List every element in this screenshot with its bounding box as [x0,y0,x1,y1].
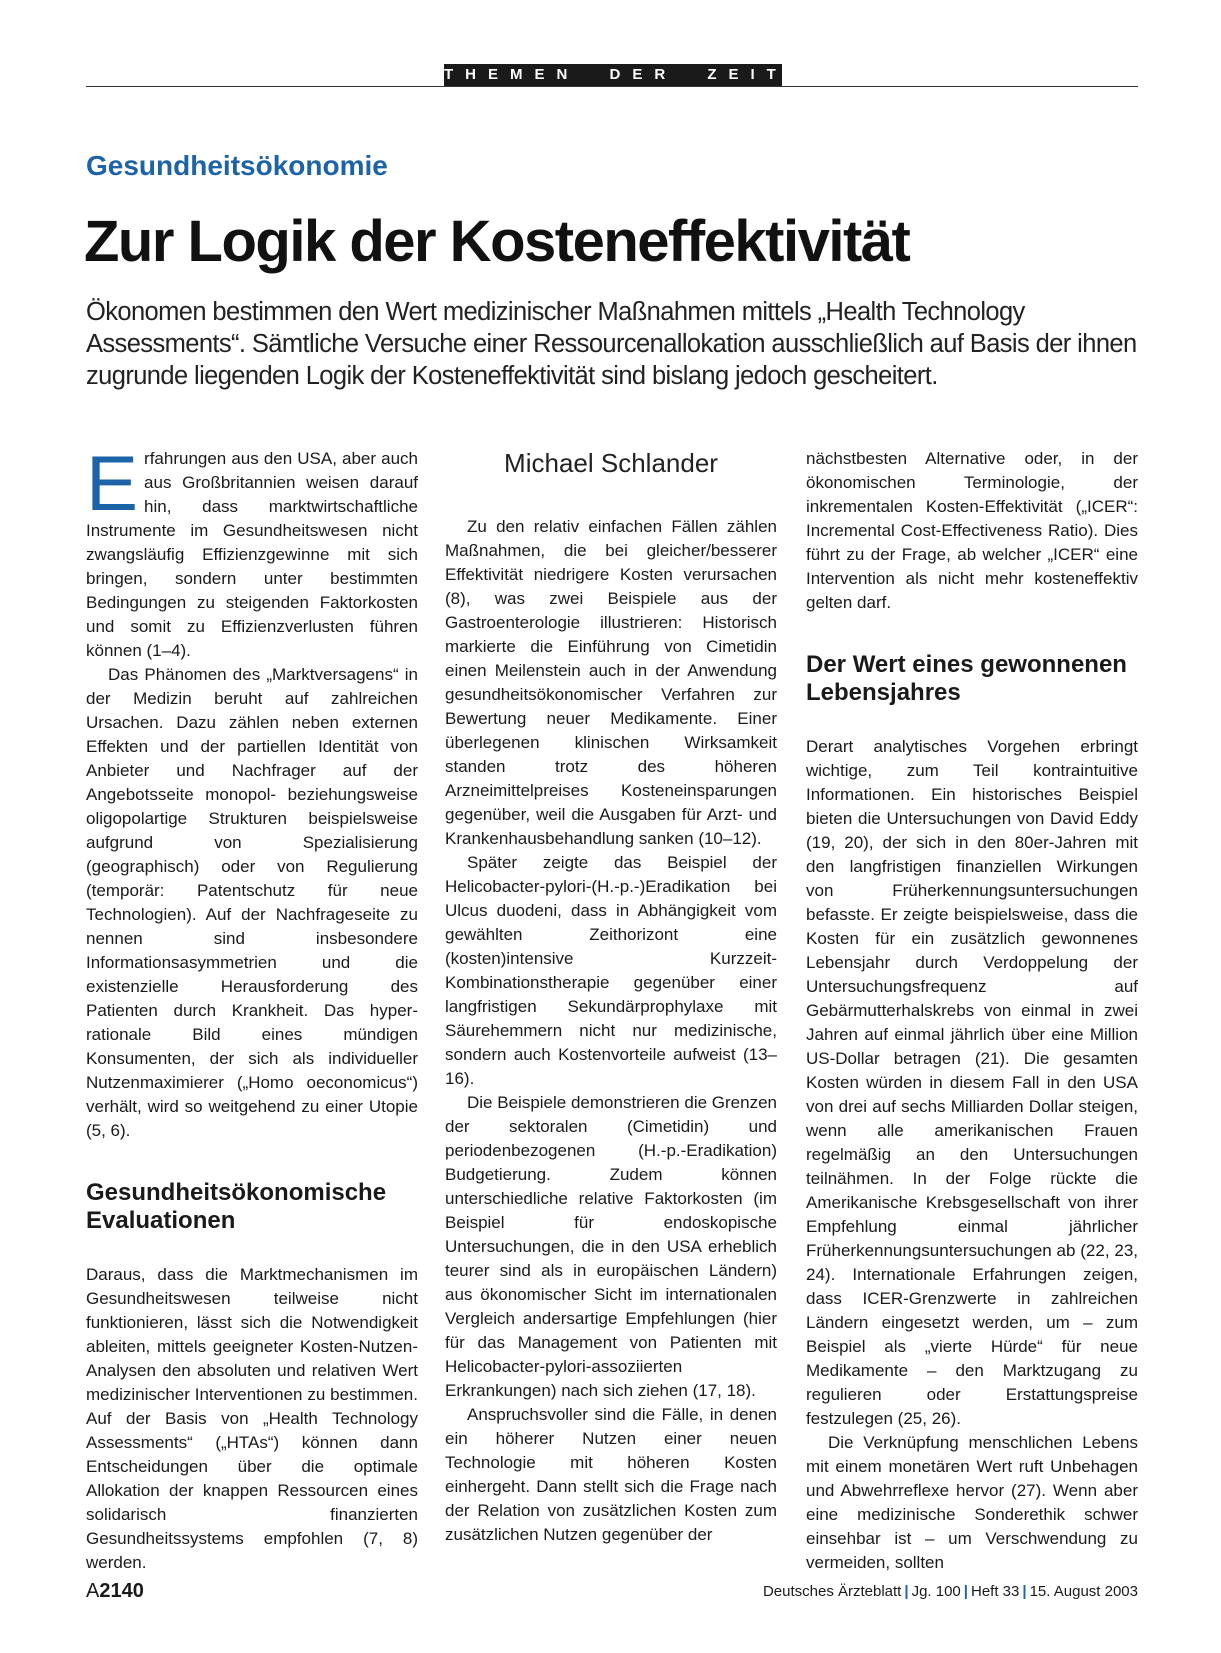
author-name: Michael Schlander [504,448,718,478]
separator: | [904,1583,909,1600]
journal-date: 15. August 2003 [1029,1583,1138,1600]
paragraph: Später zeigte das Beispiel der Helicobacter-pylori-(H.-p.-)Eradikation bei Ulcus duodeni, dass in Abhängigkeit vom gewählten Zeithorizont eine (kosten)intensive Kurzzeit-Kombinationstherapie gegenüber einer langfristigen Sekundärprophylaxe mit Säurehemmern nicht nur medizinische, sondern auch Kostenvorteile aufweist (13–16). [445,853,777,1088]
paragraph: Die Beispiele demonstrieren die Grenzen der sektoralen (Cimetidin) und periodenbezogenen (H.-p.-Eradikation) Budgetierung. Zudem können unterschiedliche relative Faktorkosten (im Beispiel für endoskopische Untersuchungen, die in den USA erheblich teurer sind als in europäischen Ländern) aus ökonomischer Sicht im internationalen Vergleich andersartige Empfehlungen (hier für das Management von Patienten mit Helicobacter-pylori-assoziierten Erkrankungen) nach sich ziehen (17, 18). [445,1093,777,1400]
paragraph-text: rfahrungen aus den USA, aber auch aus Großbritannien weisen darauf hin, dass marktwirtschaftliche Instrumente im Gesundheitswesen nicht zwangsläufig Effizienzgewinne mit sich bringen, sondern unter bestimmten Bedingungen zu steigenden Faktorkosten und somit zu Effizienzverlusten führen können (1–4). [86,449,418,660]
paragraph: nächstbesten Alternative oder, in der ökonomischen Terminologie, der inkrementalen Kosten-Effektivität („ICER“: Incremental Cost-Effectiveness Ratio). Dies führt zu der Frage, ab welcher „ICER“ eine Intervention als nicht mehr kosteneffektiv gelten darf. [806,449,1138,612]
article-title: Zur Logik der Kosteneffektivität [84,209,910,274]
page-number [86,1580,144,1603]
page-prefix: A [86,1580,100,1602]
separator: | [963,1583,968,1600]
column-1 [86,439,418,1575]
article-topic: Gesundheitsökonomie [86,150,388,181]
paragraph: Die Verknüpfung menschlichen Lebens mit einem monetären Wert ruft Unbehagen und Abwehrreflexe hervor (27). Wenn aber eine medizinische Sonderethik schwer einsehbar ist – um Verschwendung zu vermeiden, sollten [806,1433,1138,1572]
journal-issue: Heft 33 [970,1583,1020,1600]
paragraph: Anspruchsvoller sind die Fälle, in denen ein höherer Nutzen einer neuen Technologie mit höheren Kosten einhergeht. Dann stellt sich die Frage nach der Relation von zusätzlichen Kosten zum zusätzlichen Nutzen gegenüber der [445,1405,777,1544]
journal-citation [763,1583,1138,1600]
paragraph: Daraus, dass die Marktmechanismen im Gesundheitswesen teilweise nicht funktionieren, lässt sich die Notwendigkeit ableiten, mittels geeigneter Kosten-Nutzen-Analysen den absoluten und relativen Wert medizinischer Interventionen zu bestimmen. Auf der Basis von „Health Technology Assessments“ („HTAs“) können dann Entscheidungen über die optimale Allokation der knappen Ressourcen eines solidarisch finanzierten Gesundheitssystems empfohlen (7, 8) werden. [86,1265,418,1572]
column-2 [445,447,777,1547]
journal-name: Deutsches Ärzteblatt [762,1583,902,1600]
header-rule [86,86,1138,87]
page-number-value: 2140 [99,1580,144,1602]
section-label: THEMEN DER ZEIT [444,64,782,86]
separator: | [1022,1583,1027,1600]
article-lead: Ökonomen bestimmen den Wert medizinischer Maßnahmen mittels „Health Technology Assessments“. Sämtliche Versuche einer Ressourcenallokation ausschließlich auf Basis der ihnen zugrunde liegenden Logik der Kosteneffektivität sind bislang jedoch gescheitert. [86,298,1137,390]
column-3 [806,447,1138,1575]
paragraph: Derart analytisches Vorgehen erbringt wichtige, zum Teil kontraintuitive Informationen. Ein historisches Beispiel bieten die Untersuchungen von David Eddy (19, 20), der sich in den 80er-Jahren mit den langfristigen finanziellen Wirkungen von Früherkennungsuntersuchungen befasste. Er zeigte beispielsweise, dass die Kosten für ein zusätzlich gewonnenes Lebensjahr durch Verdoppelung der Untersuchungsfrequenz auf Gebärmutterhalskrebs von einmal in zwei Jahren auf einmal jährlich über eine Million US-Dollar betragen (21). Die gesamten Kosten würden in diesem Fall in den USA von drei auf sechs Milliarden Dollar steigen, wenn alle amerikanischen Frauen regelmäßig an den Untersuchungen teilnähmen. In der Folge rückte die Amerikanische Krebsgesellschaft von ihrer Empfehlung einmal jährlicher Früherkennungsuntersuchungen ab (22, 23, 24). Internationale Erfahrungen zeigen, dass ICER-Grenzwerte in zahlreichen Ländern eingesetzt werden, um – zum Beispiel als „vierte Hürde“ für neue Medikamente – den Marktzugang zu regulieren oder Erstattungspreise festzulegen (25, 26). [806,737,1138,1428]
paragraph: Das Phänomen des „Marktversagens“ in der Medizin beruht auf zahlreichen Ursachen. Dazu zählen neben externen Effekten und der partiellen Identität von Anbieter und Nachfrager auf der Angebotsseite monopol- beziehungsweise oligopolartige Strukturen beispielsweise aufgrund von Spezialisierung (geographisch) oder von Regulierung (temporär: Patentschutz für neue Technologien). Auf der Nachfrageseite zu nennen sind insbesondere Informationsasymmetrien und die existenzielle Herausforderung des Patienten durch Krankheit. Das hyper-rationale Bild eines mündigen Konsumenten, der sich als individueller Nutzenmaximierer („Homo oeconomicus“) verhält, wird so weitgehend zu einer Utopie (5, 6). [86,665,418,1140]
drop-cap: E [86,439,139,527]
paragraph [86,439,418,663]
subheading: Gesundheitsökonomische Evaluationen [86,1179,387,1234]
subheading: Der Wert eines gewonnenen Lebensjahres [806,651,1127,706]
paragraph: Zu den relativ einfachen Fällen zählen Maßnahmen, die bei gleicher/besserer Effektivität niedrigere Kosten verursachen (8), was zwei Beispiele aus der Gastroenterologie illustrieren: Historisch markierte die Einführung von Cimetidin einen Meilenstein auch in der Anwendung gesundheitsökonomischer Verfahren zur Bewertung neuer Medikamente. Einer überlegenen klinischen Wirksamkeit standen trotz des höheren Arzneimittelpreises Kosteneinsparungen gegenüber, weil die Ausgaben für Arzt- und Krankenhausbehandlung sanken (10–12). [445,517,777,848]
journal-volume: Jg. 100 [911,1583,961,1600]
